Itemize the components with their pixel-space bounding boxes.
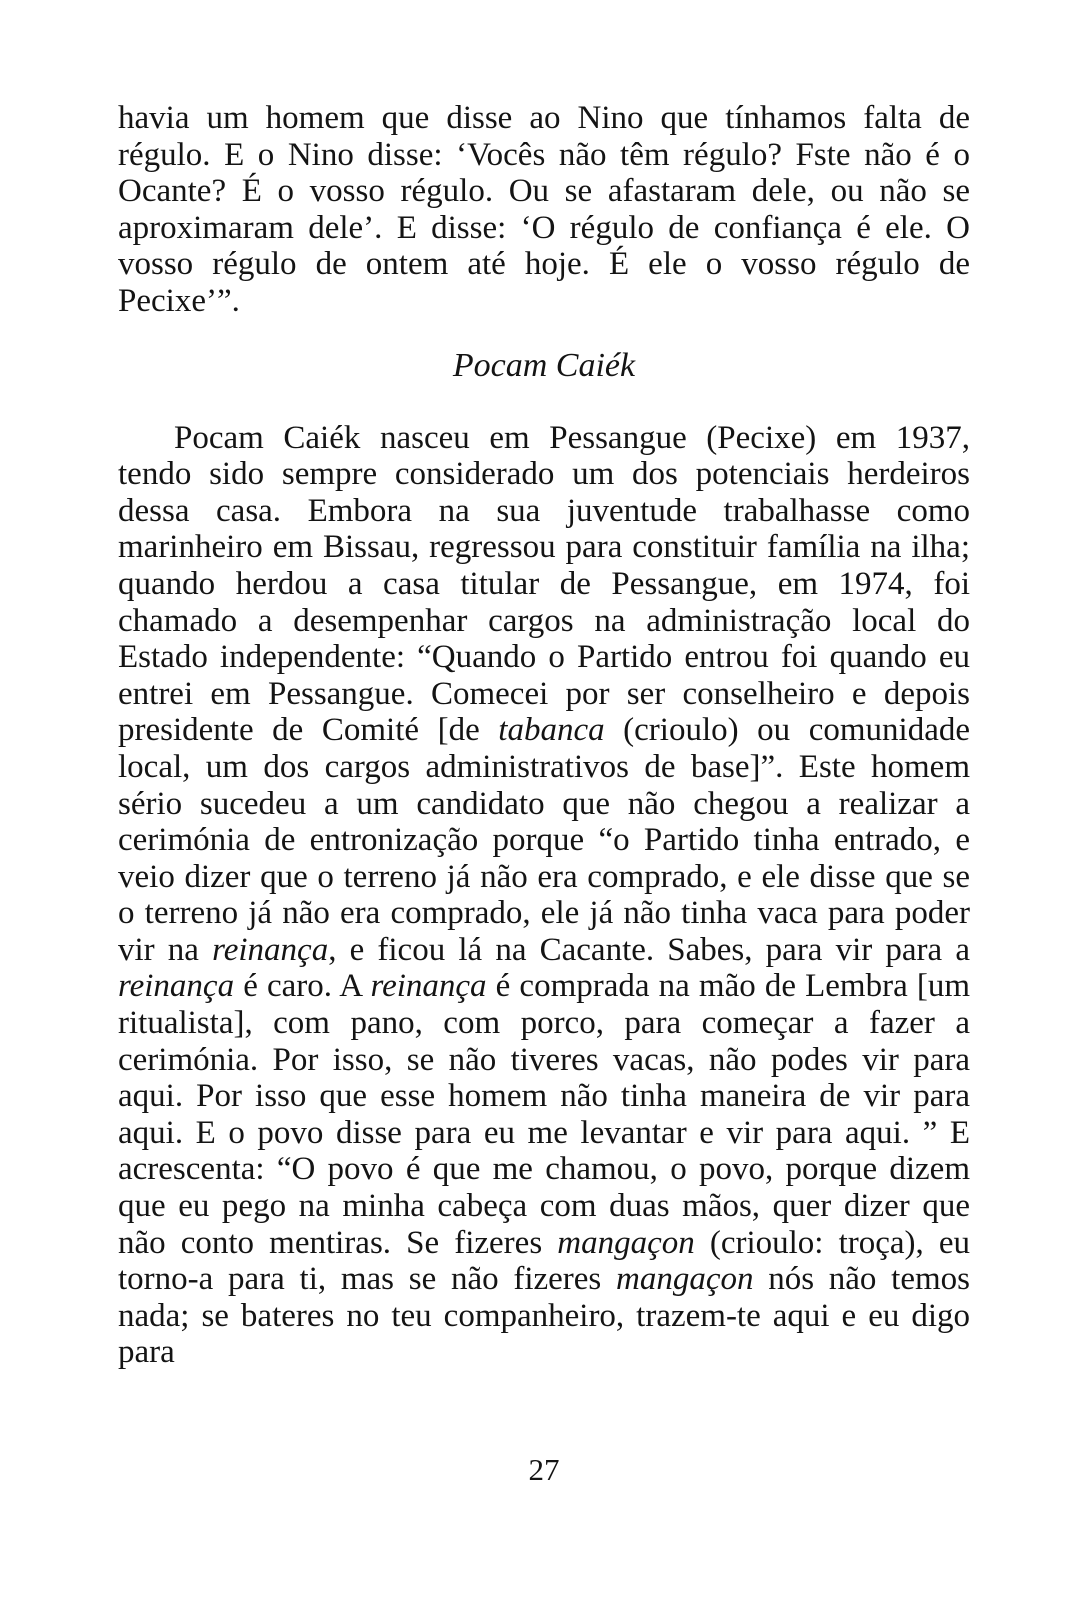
italic-term-mangacon: mangaçon bbox=[616, 1261, 754, 1298]
page-body bbox=[118, 100, 970, 1371]
italic-term-mangacon: mangaçon bbox=[557, 1224, 695, 1261]
paragraph-text: é comprada na mão de Lembra [um ritualista], com pano, com porco, para começar a fazer a cerimónia. Por isso, se não tiveres vacas, não podes vir para aqui. Por isso que esse homem não tinha maneira de vir para aqui. E o povo disse para eu me levantar e vir para aqui. ” E acrescenta: “O povo é que me chamou, o povo, porque dizem que eu pego na minha cabeça com duas mãos, quer dizer que não conto mentiras. Se fizeres bbox=[118, 968, 971, 1261]
opening-paragraph: havia um homem que disse ao Nino que tínhamos falta de régulo. E o Nino disse: ‘Vocês não têm régulo? Fste não é o Ocante? É o vosso régulo. Ou se afastaram dele, ou não se aproximaram dele’. E disse: ‘O régulo de confiança é ele. O vosso régulo de ontem até hoje. É ele o vosso régulo de Pecixe’”. bbox=[118, 100, 970, 319]
paragraph-text: nós não temos nada; se bateres no teu companheiro, trazem-te aqui e eu digo para bbox=[118, 1261, 970, 1371]
paragraph-text: , e ficou lá na Cacante. Sabes, para vir para a bbox=[328, 931, 970, 968]
paragraph-text: Pocam Caiék nasceu em Pessangue (Pecixe) em 1937, tendo sido sempre considerado um dos potenciais herdeiros dessa casa. Embora na sua juventude trabalhasse como marinheiro em Bissau, regressou para constituir família na ilha; quando herdou a casa titular de Pessangue, em 1974, foi chamado a desempenhar cargos na administração local do Estado independente: “Quando o Partido entrou foi quando eu entrei em Pessangue. Comecei por ser conselheiro e depois presidente de Comité [de bbox=[118, 419, 970, 749]
page-number: 27 bbox=[528, 1452, 560, 1487]
italic-term-reinanca: reinança bbox=[118, 968, 235, 1005]
paragraph-text: (crioulo) ou comunidade local, um dos cargos administrativos de base]”. Este homem sério sucedeu a um candidato que não chegou a realizar a cerimónia de entronização porque “o Partido tinha entrado, e veio dizer que o terreno já não era comprado, e ele disse que se o terreno já não era comprado, ele já não tinha vaca para poder vir na bbox=[118, 712, 970, 968]
italic-term-reinanca: reinança bbox=[370, 968, 487, 1005]
section-heading: Pocam Caiék bbox=[452, 346, 636, 384]
italic-term-tabanca: tabanca bbox=[498, 712, 605, 749]
paragraph-text: (crioulo: troça), eu torno-a para ti, mas se não fizeres bbox=[118, 1224, 971, 1298]
paragraph-text: é caro. A bbox=[234, 968, 371, 1005]
italic-term-reinanca: reinança bbox=[212, 931, 329, 968]
body-paragraph bbox=[118, 420, 970, 1371]
